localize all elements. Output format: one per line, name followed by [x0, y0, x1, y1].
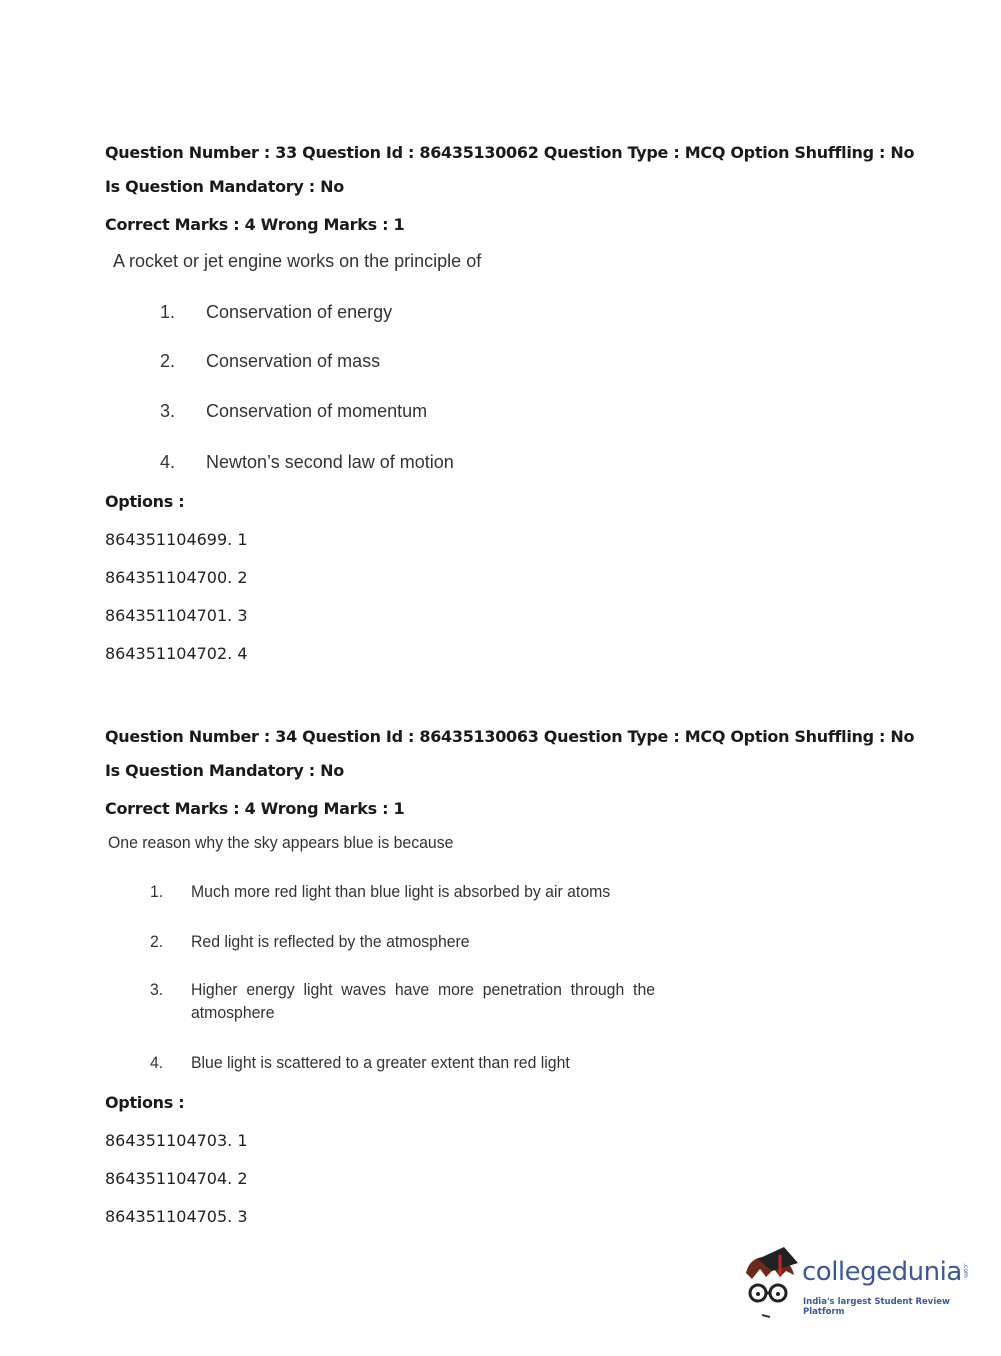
choice-text: Blue light is scattered to a greater extent than red light — [191, 1053, 570, 1072]
choice-number: 4. — [150, 1053, 164, 1072]
mascot-icon — [740, 1245, 802, 1320]
option-id: 864351104703. 1 — [105, 1131, 248, 1150]
question-marks: Correct Marks : 4 Wrong Marks : 1 — [105, 799, 405, 818]
choice-number: 3. — [160, 401, 176, 421]
option-id: 864351104701. 3 — [105, 606, 248, 625]
choice-number: 1. — [150, 882, 164, 901]
choice-number: 2. — [160, 351, 176, 371]
choice-number: 4. — [160, 452, 176, 472]
option-id: 864351104700. 2 — [105, 568, 248, 587]
choice-number: 1. — [160, 302, 176, 322]
choice-number: 3. — [150, 980, 164, 999]
option-id: 864351104705. 3 — [105, 1207, 248, 1226]
option-id: 864351104704. 2 — [105, 1169, 248, 1188]
options-label: Options : — [105, 1093, 185, 1112]
question-text: One reason why the sky appears blue is because — [108, 833, 454, 852]
question-text: A rocket or jet engine works on the principle of — [113, 251, 482, 271]
choice-text-continued: atmosphere — [191, 1003, 275, 1022]
question-header: Question Number : 33 Question Id : 86435130062 Question Type : MCQ Option Shuffling : No — [105, 143, 915, 162]
question-marks: Correct Marks : 4 Wrong Marks : 1 — [105, 215, 405, 234]
question-mandatory: Is Question Mandatory : No — [105, 177, 344, 196]
question-header: Question Number : 34 Question Id : 86435130063 Question Type : MCQ Option Shuffling : No — [105, 727, 915, 746]
logo-wordmark: collegedunia — [802, 1257, 962, 1287]
options-label: Options : — [105, 492, 185, 511]
choice-text: Conservation of energy — [206, 302, 393, 322]
choice-number: 2. — [150, 932, 164, 951]
logo-tagline: India's largest Student Review Platform — [803, 1297, 950, 1317]
collegedunia-logo — [740, 1245, 975, 1320]
choice-text: Conservation of momentum — [206, 401, 428, 421]
choice-text: Much more red light than blue light is absorbed by air atoms — [191, 882, 611, 901]
option-id: 864351104702. 4 — [105, 644, 248, 663]
choice-text: Higher energy light waves have more penetration through the — [191, 980, 656, 999]
question-mandatory: Is Question Mandatory : No — [105, 761, 344, 780]
choice-text: Red light is reflected by the atmosphere — [191, 932, 470, 951]
option-id: 864351104699. 1 — [105, 530, 248, 549]
logo-suffix: .com — [961, 1263, 969, 1278]
choice-text: Newton’s second law of motion — [206, 452, 454, 472]
choice-text: Conservation of mass — [206, 351, 381, 371]
